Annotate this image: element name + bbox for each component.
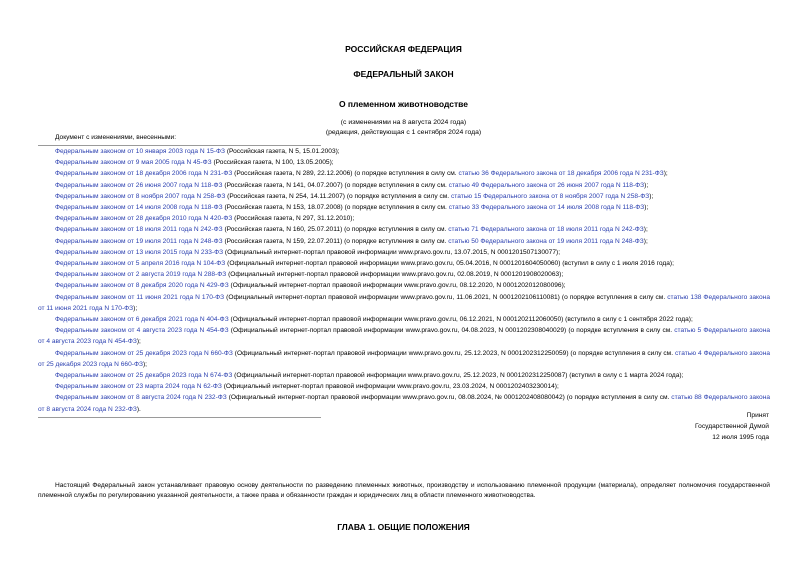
amendment-article-link[interactable]: статью 138 Федерального закона от 11 июня 2021 года N 170-ФЗ [38, 293, 770, 312]
amendment-item [38, 180, 770, 191]
amendment-law-link[interactable]: Федеральным законом от 25 декабря 2023 года N 674-ФЗ [55, 372, 233, 380]
amendment-item [38, 325, 770, 347]
amendment-source-text: (Официальный интернет-портал правовой информации www.pravo.gov.ru, 06.12.2021, N 0001202112060050) (вступило в силу с 1 сентября 2022 года); [228, 316, 693, 324]
amendment-article-link[interactable]: статью 71 Федерального закона от 18 июля 2011 года N 242-ФЗ [448, 226, 644, 234]
amendments-heading: Документ с изменениями, внесенными: [55, 134, 177, 141]
accepted-block [695, 411, 769, 443]
amendment-article-link[interactable]: статью 88 Федерального закона от 8 августа 2024 года N 232-ФЗ [38, 394, 771, 413]
amendment-closing-text: ); [663, 170, 668, 178]
changes-note: (с изменениями на 8 августа 2024 года) [340, 119, 467, 126]
accepted-line: Принят [746, 412, 769, 419]
amendment-source-text: (Официальный интернет-портал правовой информации www.pravo.gov.ru, 13.07.2015, N 0001201507130077); [223, 248, 561, 256]
amendment-law-link[interactable]: Федеральным законом от 25 декабря 2023 года N 660-ФЗ [55, 349, 233, 357]
amendment-source-text: (Российская газета, N 141, 04.07.2007) (о порядке вступления в силу см. [222, 181, 449, 189]
amendments-list [38, 146, 770, 415]
amendment-item [38, 191, 770, 202]
amendment-article-link[interactable]: статью 4 Федерального закона от 25 декабря 2023 года N 660-ФЗ [38, 349, 771, 368]
intro-paragraph: Настоящий Федеральный закон устанавливает правовую основу деятельности по разведению племенных животных, производству и использованию племенной продукции (материала), определяет полномочия государственной племенной службы по регулированию указанной деятельности, а также права и обязанности граждан и юридических лиц в области племенного животноводства. [38, 482, 770, 500]
amendment-source-text: (Российская газета, N 297, 31.12.2010); [232, 215, 355, 223]
amendment-source-text: (Российская газета, N 153, 18.07.2008) (о порядке вступления в силу см. [222, 204, 449, 212]
amendment-source-text: (Российская газета, N 5, 15.01.2003); [225, 148, 340, 155]
amendment-item [38, 292, 770, 314]
amendment-source-text: (Российская газета, N 160, 25.07.2011) (о порядке вступления в силу см. [222, 226, 449, 234]
amendment-item [38, 392, 770, 414]
amendment-item [38, 348, 770, 370]
amendment-source-text: (Официальный интернет-портал правовой информации www.pravo.gov.ru, 25.12.2023, N 0001202312250087) (вступил в силу с 1 марта 2024 года); [232, 372, 684, 380]
amendment-item [38, 157, 770, 168]
amendment-item [38, 258, 770, 269]
amendment-closing-text: ); [643, 226, 648, 234]
accepted-date: 12 июля 1995 года [712, 433, 769, 441]
amendment-article-link[interactable]: статью 36 Федерального закона от 18 декабря 2006 года N 231-ФЗ [458, 170, 664, 178]
amendment-source-text: (Официальный интернет-портал правовой информации www.pravo.gov.ru, 04.08.2023, N 0001202308040029) (о порядке вступления в силу см. [228, 327, 675, 335]
amendment-law-link[interactable]: Федеральным законом от 18 декабря 2006 года N 231-ФЗ [55, 170, 233, 178]
country-heading: РОССИЙСКАЯ ФЕДЕРАЦИЯ [345, 44, 462, 54]
amendment-item [38, 236, 770, 247]
amendment-law-link[interactable]: Федеральным законом от 8 декабря 2020 года N 429-ФЗ [55, 282, 229, 290]
amendment-article-link[interactable]: статью 33 Федерального закона от 14 июля 2008 года N 118-ФЗ [448, 204, 645, 212]
amendment-source-text: (Официальный интернет-портал правовой информации www.pravo.gov.ru, 08.12.2020, N 0001202012080096); [228, 282, 566, 290]
amendment-law-link[interactable]: Федеральным законом от 19 июля 2011 года N 248-ФЗ [55, 237, 223, 245]
amendment-item [38, 381, 770, 392]
amendment-law-link[interactable]: Федеральным законом от 23 марта 2024 года N 62-ФЗ [55, 383, 222, 391]
amendment-article-link[interactable]: статью 5 Федерального закона от 4 августа 2023 года N 454-ФЗ [38, 327, 771, 346]
edition-note: (редакция, действующая с 1 сентября 2024 года) [325, 129, 482, 136]
amendment-article-link[interactable]: статью 49 Федерального закона от 26 июня 2007 года N 118-ФЗ [448, 181, 645, 189]
amendment-law-link[interactable]: Федеральным законом от 4 августа 2023 года N 454-ФЗ [55, 327, 229, 335]
amendment-law-link[interactable]: Федеральным законом от 26 июня 2007 года N 118-ФЗ [55, 181, 223, 189]
amendment-item [38, 269, 770, 280]
amendment-source-text: (Российская газета, N 159, 22.07.2011) (о порядке вступления в силу см. [222, 237, 449, 245]
amendment-law-link[interactable]: Федеральным законом от 14 июля 2008 года N 118-ФЗ [55, 204, 223, 212]
amendment-source-text: (Официальный интернет-портал правовой информации www.pravo.gov.ru, 23.03.2024, N 0001202403230014); [221, 383, 559, 391]
amendment-item [38, 146, 770, 157]
amendment-closing-text: ). [136, 405, 141, 413]
amendment-law-link[interactable]: Федеральным законом от 13 июля 2015 года N 233-ФЗ [55, 248, 224, 256]
amendment-closing-text: ); [133, 304, 138, 312]
amendment-closing-text: ); [644, 204, 649, 212]
chapter-heading: ГЛАВА 1. ОБЩИЕ ПОЛОЖЕНИЯ [337, 522, 470, 532]
amendment-source-text: (Официальный интернет-портал правовой информации www.pravo.gov.ru, 02.08.2019, N 0001201908020063); [226, 271, 564, 279]
amendment-item [38, 247, 770, 258]
amendment-closing-text: ); [644, 181, 649, 189]
amendment-law-link[interactable]: Федеральным законом от 18 июля 2011 года N 242-ФЗ [55, 226, 223, 234]
amendment-law-link[interactable]: Федеральным законом от 6 декабря 2021 года N 404-ФЗ [55, 316, 229, 324]
amendment-law-link[interactable]: Федеральным законом от 8 августа 2024 года N 232-ФЗ [55, 394, 227, 402]
amendment-source-text: (Официальный интернет-портал правовой информации www.pravo.gov.ru, 08.08.2024, № 0001202408080042) (о порядке вступления в силу см. [226, 394, 672, 402]
amendment-item [38, 314, 770, 325]
amendment-source-text: (Официальный интернет-портал правовой информации www.pravo.gov.ru, 11.06.2021, N 0001202106110081) (о порядке вступления в силу см. [224, 293, 668, 301]
amendment-source-text: (Официальный интернет-портал правовой информации www.pravo.gov.ru, 25.12.2023, N 0001202312250059) (о порядке вступления в силу см. [232, 349, 675, 357]
amendment-item [38, 224, 770, 235]
accepted-by: Государственной Думой [695, 422, 769, 430]
amendment-law-link[interactable]: Федеральным законом от 28 декабря 2010 года N 420-ФЗ [55, 215, 233, 223]
amendment-source-text: (Российская газета, N 100, 13.05.2005); [211, 159, 334, 167]
amendment-item [38, 202, 770, 213]
bottom-divider [38, 417, 321, 418]
amendment-law-link[interactable]: Федеральным законом от 8 ноября 2007 года N 258-ФЗ [55, 192, 226, 200]
amendment-source-text: (Российская газета, N 289, 22.12.2006) (о порядке вступления в силу см. [232, 170, 459, 178]
amendment-article-link[interactable]: статью 15 Федерального закона от 8 ноября 2007 года N 258-ФЗ [450, 192, 650, 200]
amendment-item [38, 213, 770, 224]
page-title: О племенном животноводстве [338, 99, 469, 109]
amendment-law-link[interactable]: Федеральным законом от 11 июня 2021 года N 170-ФЗ [55, 293, 225, 301]
amendment-law-link[interactable]: Федеральным законом от 5 апреля 2016 года N 104-ФЗ [55, 260, 226, 268]
amendment-source-text: (Российская газета, N 254, 14.11.2007) (о порядке вступления в силу см. [225, 192, 451, 200]
amendment-law-link[interactable]: Федеральным законом от 2 августа 2019 года N 288-ФЗ [55, 271, 227, 279]
amendment-closing-text: ); [643, 237, 648, 245]
doc-type-heading: ФЕДЕРАЛЬНЫЙ ЗАКОН [353, 69, 454, 79]
amendment-item [38, 370, 770, 381]
amendment-source-text: (Официальный интернет-портал правовой информации www.pravo.gov.ru, 05.04.2016, N 0001201604050060) (вступил в силу с 1 июля 2016 года); [225, 260, 674, 268]
amendment-closing-text: ); [136, 338, 141, 346]
amendment-closing-text: ); [649, 192, 654, 200]
amendment-article-link[interactable]: статью 50 Федерального закона от 19 июля 2011 года N 248-ФЗ [448, 237, 644, 245]
amendment-item [38, 168, 770, 179]
amendment-law-link[interactable]: Федеральным законом от 10 января 2003 года N 15-ФЗ [55, 148, 225, 155]
amendment-item [38, 280, 770, 291]
amendment-closing-text: ); [142, 360, 147, 368]
amendment-law-link[interactable]: Федеральным законом от 9 мая 2005 года N 45-ФЗ [55, 159, 212, 167]
